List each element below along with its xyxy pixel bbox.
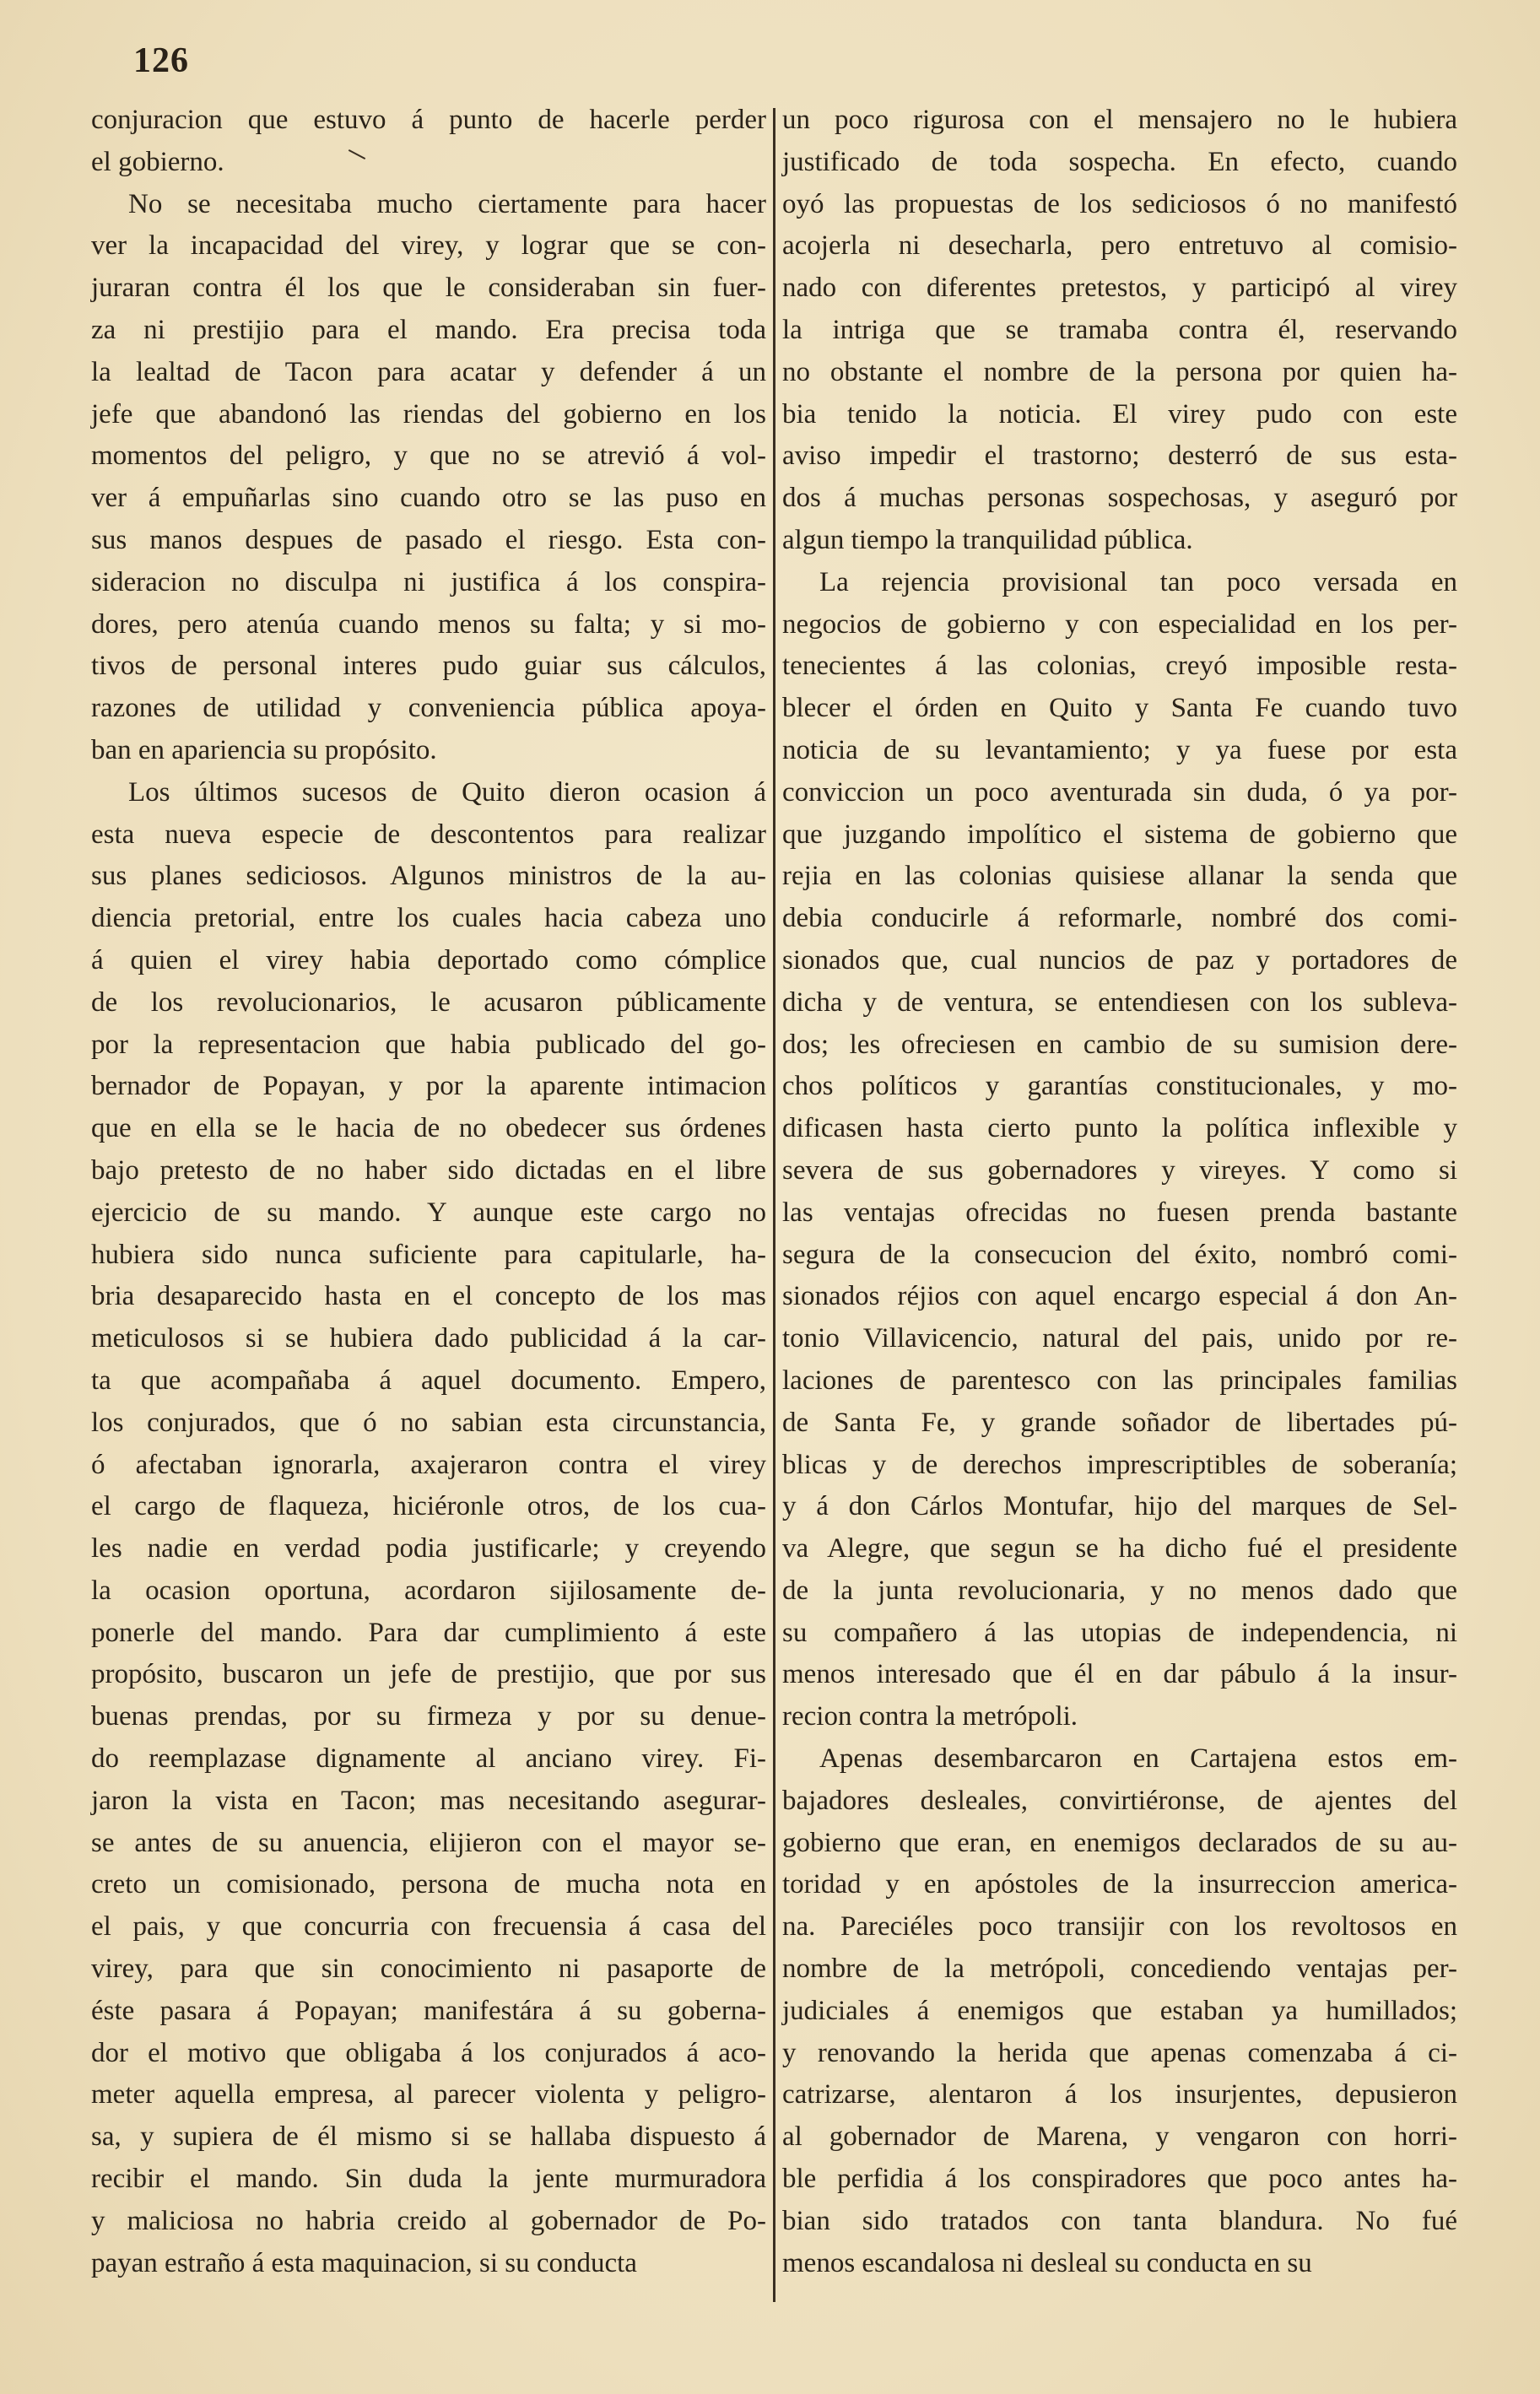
text-line: los conjurados, que ó no sabian esta circunstancia, — [91, 1407, 766, 1438]
text-line: menos interesado que él en dar pábulo á la insur- — [782, 1659, 1457, 1690]
text-line: de Santa Fe, y grande soñador de libertades pú- — [782, 1407, 1457, 1438]
text-line: toridad y en apóstoles de la insurreccion america- — [782, 1869, 1457, 1900]
text-line: nombre de la metrópoli, concediendo ventajas per- — [782, 1954, 1457, 1985]
text-line: razones de utilidad y conveniencia pública apoya- — [91, 693, 766, 724]
text-line: meticulosos si se hubiera dado publicidad á la car- — [91, 1323, 766, 1354]
left-text-column — [91, 100, 766, 2284]
text-line: á quien el virey habia deportado como cómplice — [91, 944, 766, 975]
text-line: ble perfidia á los conspiradores que poco antes ha- — [782, 2164, 1457, 2195]
text-line: blecer el órden en Quito y Santa Fe cuando tuvo — [782, 693, 1457, 724]
text-line: momentos del peligro, y que no se atrevió á vol- — [91, 440, 766, 472]
text-line: la lealtad de Tacon para acatar y defender á un — [91, 356, 766, 387]
text-line: meter aquella empresa, al parecer violenta y peligro- — [91, 2079, 766, 2110]
text-line: tonio Villavicencio, natural del pais, unido por re- — [782, 1323, 1457, 1354]
text-line: y maliciosa no habria creido al gobernador de Po- — [91, 2205, 766, 2236]
text-line: payan estraño á esta maquinacion, si su conducta — [91, 2247, 637, 2278]
text-line: que juzgando impolítico el sistema de gobierno que — [782, 819, 1457, 850]
text-line: que en ella se le hacia de no obedecer sus órdenes — [91, 1113, 766, 1144]
text-line: justificado de toda sospecha. En efecto, cuando — [782, 146, 1457, 177]
text-line: catrizarse, alentaron á los insurjentes, depusieron — [782, 2079, 1457, 2110]
text-line: recion contra la metrópoli. — [782, 1701, 1078, 1732]
text-line: jefe que abandonó las riendas del gobierno en los — [91, 398, 766, 430]
text-line: sus planes sediciosos. Algunos ministros de la au- — [91, 861, 766, 892]
text-line: diencia pretorial, entre los cuales hacia cabeza uno — [91, 903, 766, 934]
text-line: la intriga que se tramaba contra él, reservando — [782, 314, 1457, 345]
text-line: Los últimos sucesos de Quito dieron ocasion á — [128, 776, 766, 808]
text-line: ponerle del mando. Para dar cumplimiento á este — [91, 1617, 766, 1648]
text-line: laciones de parentesco con las principales familias — [782, 1365, 1457, 1396]
text-line: bia tenido la noticia. El virey pudo con este — [782, 398, 1457, 430]
text-line: segura de la consecucion del éxito, nombró comi- — [782, 1239, 1457, 1270]
text-line: éste pasara á Popayan; manifestára á su goberna- — [91, 1995, 766, 2026]
text-line: bajadores desleales, convirtiéronse, de ajentes del — [782, 1785, 1457, 1816]
text-line: tenecientes á las colonias, creyó imposible resta- — [782, 651, 1457, 682]
text-line: bria desaparecido hasta en el concepto de los mas — [91, 1281, 766, 1312]
text-line: se antes de su anuencia, elijieron con el mayor se- — [91, 1827, 766, 1858]
text-line: nado con diferentes pretestos, y participó al virey — [782, 273, 1457, 304]
text-line: no obstante el nombre de la persona por quien ha- — [782, 356, 1457, 387]
text-line: ejercicio de su mando. Y aunque este cargo no — [91, 1197, 766, 1228]
right-text-column — [782, 100, 1457, 2284]
text-line: les nadie en verdad podia justificarle; y creyendo — [91, 1533, 766, 1564]
text-line: La rejencia provisional tan poco versada en — [819, 566, 1457, 597]
text-line: dificasen hasta cierto punto la política inflexible y — [782, 1113, 1457, 1144]
text-line: creto un comisionado, persona de mucha nota en — [91, 1869, 766, 1900]
text-line: dicha y de ventura, se entendiesen con los subleva- — [782, 986, 1457, 1018]
text-line: sionados réjios con aquel encargo especial á don An- — [782, 1281, 1457, 1312]
text-line: Apenas desembarcaron en Cartajena estos em- — [819, 1743, 1457, 1775]
text-line: No se necesitaba mucho ciertamente para hacer — [128, 188, 766, 219]
text-line: buenas prendas, por su firmeza y por su denue- — [91, 1701, 766, 1732]
text-line: dos; les ofreciesen en cambio de su sumision dere- — [782, 1029, 1457, 1060]
text-line: na. Pareciéles poco transijir con los revoltosos en — [782, 1911, 1457, 1943]
text-line: sionados que, cual nuncios de paz y portadores de — [782, 944, 1457, 975]
text-line: chos políticos y garantías constitucionales, y mo- — [782, 1071, 1457, 1102]
text-line: judiciales á enemigos que estaban ya humillados; — [782, 1995, 1457, 2026]
text-line: al gobernador de Marena, y vengaron con horri- — [782, 2121, 1457, 2153]
text-line: y á don Cárlos Montufar, hijo del marques de Sel- — [782, 1491, 1457, 1522]
text-line: va Alegre, que segun se ha dicho fué el presidente — [782, 1533, 1457, 1564]
text-line: dor el motivo que obligaba á los conjurados á aco- — [91, 2037, 766, 2068]
text-line: esta nueva especie de descontentos para realizar — [91, 819, 766, 850]
text-line: su compañero á las utopias de independencia, ni — [782, 1617, 1457, 1648]
text-line: el gobierno. — [91, 146, 224, 177]
text-line: dos á muchas personas sospechosas, y aseguró por — [782, 483, 1457, 514]
text-line: sa, y supiera de él mismo si se hallaba dispuesto á — [91, 2121, 766, 2153]
text-line: za ni prestijio para el mando. Era precisa toda — [91, 314, 766, 345]
text-line: gobierno que eran, en enemigos declarados de su au- — [782, 1827, 1457, 1858]
text-line: la ocasion oportuna, acordaron sijilosamente de- — [91, 1575, 766, 1606]
text-line: bernador de Popayan, y por la aparente intimacion — [91, 1071, 766, 1102]
text-line: el pais, y que concurria con frecuensia á casa del — [91, 1911, 766, 1943]
text-line: severa de sus gobernadores y vireyes. Y como si — [782, 1154, 1457, 1186]
column-divider — [773, 108, 775, 2302]
text-line: dores, pero atenúa cuando menos su falta; y si mo- — [91, 608, 766, 640]
text-line: blicas y de derechos imprescriptibles de soberanía; — [782, 1449, 1457, 1480]
text-line: rejia en las colonias quisiese allanar la senda que — [782, 861, 1457, 892]
text-line: sus manos despues de pasado el riesgo. Esta con- — [91, 524, 766, 555]
text-line: algun tiempo la tranquilidad pública. — [782, 524, 1193, 555]
text-line: por la representacion que habia publicado del go- — [91, 1029, 766, 1060]
page-number: 126 — [133, 41, 189, 80]
text-line: las ventajas ofrecidas no fuesen prenda bastante — [782, 1197, 1457, 1228]
text-line: ó afectaban ignorarla, axajeraron contra el virey — [91, 1449, 766, 1480]
text-line: y renovando la herida que apenas comenzaba á ci- — [782, 2037, 1457, 2068]
text-line: menos escandalosa ni desleal su conducta en su — [782, 2247, 1312, 2278]
text-line: juraran contra él los que le consideraban sin fuer- — [91, 273, 766, 304]
text-line: sideracion no disculpa ni justifica á los conspira- — [91, 566, 766, 597]
text-line: de los revolucionarios, le acusaron públicamente — [91, 986, 766, 1018]
text-line: el cargo de flaqueza, hiciéronle otros, de los cua- — [91, 1491, 766, 1522]
text-line: do reemplazase dignamente al anciano virey. Fi- — [91, 1743, 766, 1775]
text-line: conjuracion que estuvo á punto de hacerle perder — [91, 105, 766, 135]
text-line: acojerla ni desecharla, pero entretuvo al comisio- — [782, 230, 1457, 262]
text-line: tivos de personal interes pudo guiar sus cálculos, — [91, 651, 766, 682]
text-line: hubiera sido nunca suficiente para capitularle, ha- — [91, 1239, 766, 1270]
text-line: ver la incapacidad del virey, y lograr que se con- — [91, 230, 766, 262]
text-line: virey, para que sin conocimiento ni pasaporte de — [91, 1954, 766, 1985]
text-line: ta que acompañaba á aquel documento. Empero, — [91, 1365, 766, 1396]
text-line: noticia de su levantamiento; y ya fuese por esta — [782, 734, 1457, 765]
text-line: un poco rigurosa con el mensajero no le hubiera — [782, 105, 1457, 135]
text-line: ver á empuñarlas sino cuando otro se las puso en — [91, 483, 766, 514]
text-line: negocios de gobierno y con especialidad en los per- — [782, 608, 1457, 640]
text-line: de la junta revolucionaria, y no menos dado que — [782, 1575, 1457, 1606]
text-line: ban en apariencia su propósito. — [91, 734, 437, 765]
text-line: conviccion un poco aventurada sin duda, ó ya por- — [782, 776, 1457, 808]
text-line: debia conducirle á reformarle, nombré dos comi- — [782, 903, 1457, 934]
text-line: propósito, buscaron un jefe de prestijio, que por sus — [91, 1659, 766, 1690]
text-line: jaron la vista en Tacon; mas necesitando asegurar- — [91, 1785, 766, 1816]
text-line: recibir el mando. Sin duda la jente murmuradora — [91, 2164, 766, 2195]
text-line: bian sido tratados con tanta blandura. No fué — [782, 2205, 1457, 2236]
text-line: oyó las propuestas de los sediciosos ó no manifestó — [782, 188, 1457, 219]
text-line: aviso impedir el trastorno; desterró de sus esta- — [782, 440, 1457, 472]
text-line: bajo pretesto de no haber sido dictadas en el libre — [91, 1154, 766, 1186]
